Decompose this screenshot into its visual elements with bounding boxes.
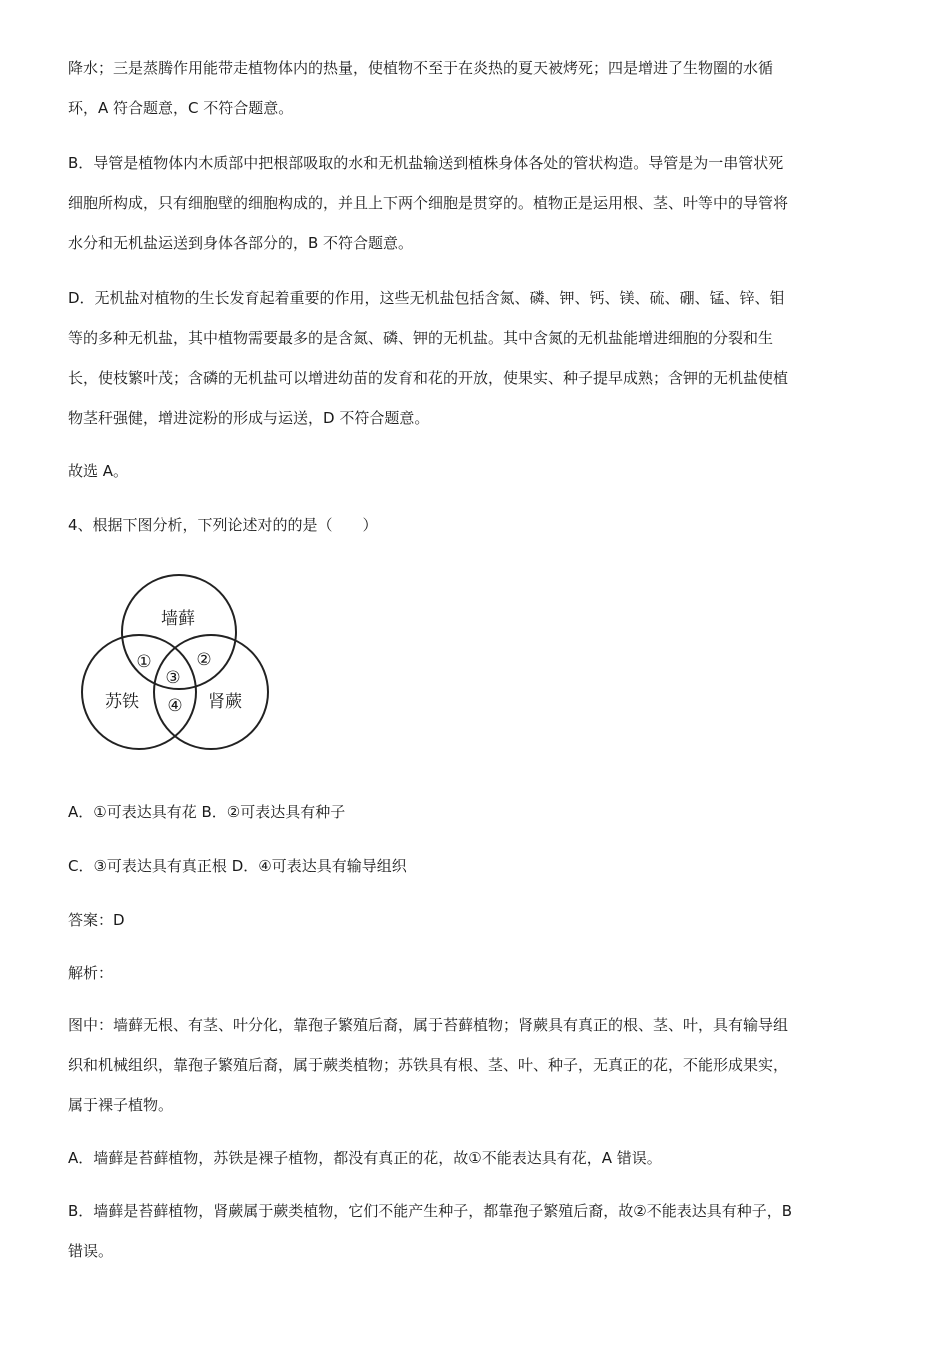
venn-region-1: ① bbox=[136, 652, 152, 672]
text-line: B．导管是植物体内木质部中把根部吸取的水和无机盐输送到植株身体各处的管状构造。导管是为一串管状死 bbox=[68, 154, 784, 172]
text-line: 环，A 符合题意，C 不符合题意。 bbox=[68, 99, 294, 117]
text-line: 属于裸子植物。 bbox=[68, 1096, 174, 1114]
question-4 bbox=[68, 505, 883, 545]
text-line: 图中：墙藓无根、有茎、叶分化，靠孢子繁殖后裔，属于苔藓植物；肾蕨具有真正的根、茎、叶，具有输导组 bbox=[68, 1016, 789, 1034]
text-line: 错误。 bbox=[68, 1242, 114, 1260]
text-line: 物茎秆强健，增进淀粉的形成与运送，D 不符合题意。 bbox=[68, 409, 430, 427]
paragraph-option-b-vessel bbox=[68, 143, 883, 263]
analysis-label-text: 解析： bbox=[68, 964, 114, 982]
answer-text: 答案：D bbox=[68, 911, 125, 929]
venn-region-3: ③ bbox=[165, 668, 181, 688]
text-line: 长，使枝繁叶茂；含磷的无机盐可以增进幼苗的发育和花的开放，使果实、种子提早成熟；含钾的无机盐使植 bbox=[68, 369, 789, 387]
paragraph-option-d-minerals bbox=[68, 278, 883, 438]
option-line: A．①可表达具有花 B．②可表达具有种子 bbox=[68, 803, 346, 821]
paragraph-analysis-a bbox=[68, 1138, 883, 1178]
text-line: 水分和无机盐运送到身体各部分的，B 不符合题意。 bbox=[68, 234, 414, 252]
venn-label-left: 苏铁 bbox=[105, 692, 139, 712]
venn-region-2: ② bbox=[196, 650, 212, 670]
text-line: A．墙藓是苔藓植物，苏铁是裸子植物，都没有真正的花，故①不能表达具有花，A 错误。 bbox=[68, 1149, 662, 1167]
analysis-label bbox=[68, 953, 883, 993]
text-line: 故选 A。 bbox=[68, 462, 129, 480]
paragraph-choose-a bbox=[68, 451, 883, 491]
text-line: B．墙藓是苔藓植物，肾蕨属于蕨类植物，它们不能产生种子，都靠孢子繁殖后裔，故②不能表达具有种子，B bbox=[68, 1202, 793, 1220]
text-line: 细胞所构成，只有细胞壁的细胞构成的，并且上下两个细胞是贯穿的。植物正是运用根、茎、叶等中的导管将 bbox=[68, 194, 789, 212]
text-line: 降水；三是蒸腾作用能带走植物体内的热量，使植物不至于在炎热的夏天被烤死；四是增进了生物圈的水循 bbox=[68, 59, 774, 77]
paragraph-analysis-figure bbox=[68, 1005, 883, 1125]
venn-label-right: 肾蕨 bbox=[208, 692, 242, 712]
paragraph-transpiration-end bbox=[68, 48, 883, 128]
text-line: D．无机盐对植物的生长发育起着重要的作用，这些无机盐包括含氮、磷、钾、钙、镁、硫、硼、锰、锌、钼 bbox=[68, 289, 785, 307]
options-c-d bbox=[68, 846, 883, 886]
text-line: 织和机械组织，靠孢子繁殖后裔，属于蕨类植物；苏铁具有根、茎、叶、种子，无真正的花，不能形成果实， bbox=[68, 1056, 789, 1074]
question-text: 4、根据下图分析，下列论述对的的是（ ） bbox=[68, 516, 378, 534]
paragraph-analysis-b bbox=[68, 1191, 883, 1271]
venn-diagram bbox=[76, 570, 276, 756]
option-line: C．③可表达具有真正根 D．④可表达具有输导组织 bbox=[68, 857, 407, 875]
venn-region-4: ④ bbox=[167, 696, 183, 716]
text-line: 等的多种无机盐，其中植物需要最多的是含氮、磷、钾的无机盐。其中含氮的无机盐能增进细胞的分裂和生 bbox=[68, 329, 774, 347]
venn-label-top: 墙藓 bbox=[161, 609, 195, 629]
answer-line bbox=[68, 900, 883, 940]
options-a-b bbox=[68, 792, 883, 832]
